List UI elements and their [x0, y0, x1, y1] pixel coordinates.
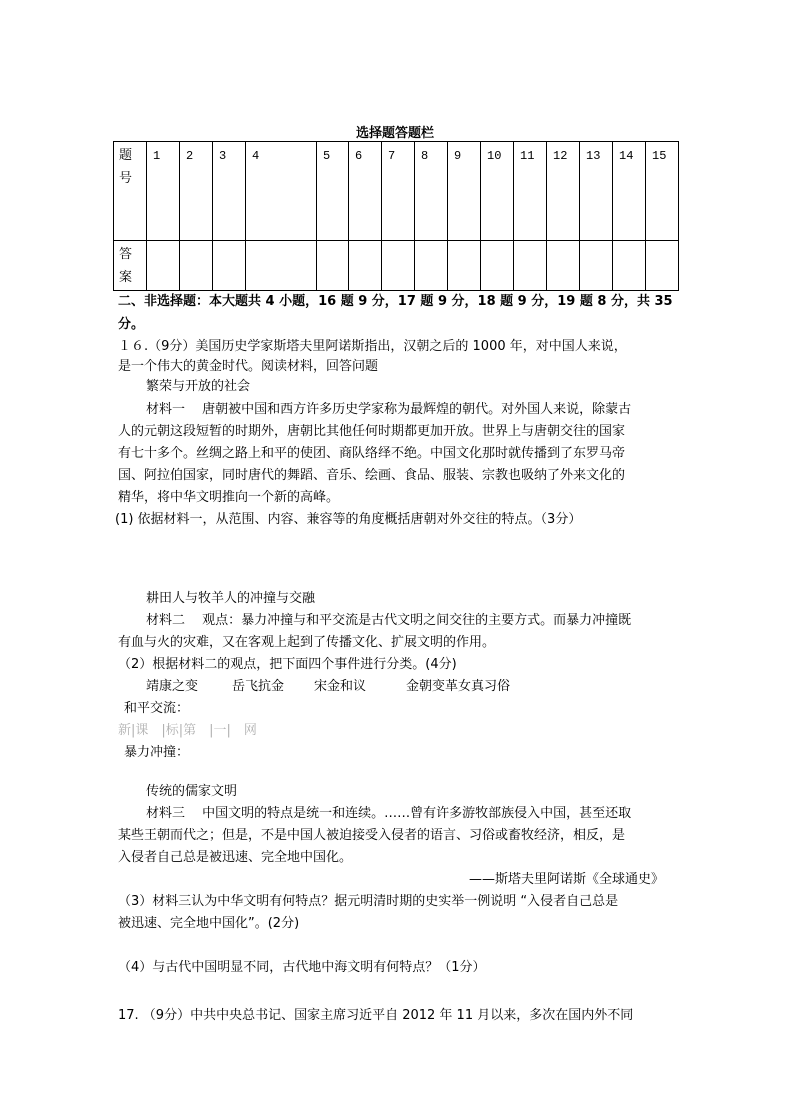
material2-line: 材料二 观点：暴力冲撞与和平交流是古代文明之间交往的主要方式。而暴力冲撞既	[146, 613, 632, 628]
answer-cell[interactable]	[147, 241, 180, 291]
question-number-cell: 10	[481, 142, 514, 241]
answer-cell[interactable]	[448, 241, 481, 291]
answer-cell[interactable]	[180, 241, 213, 291]
peace-exchange-label: 和平交流：	[124, 701, 190, 716]
answer-cell[interactable]	[382, 241, 415, 291]
answer-cell[interactable]	[514, 241, 547, 291]
answer-row	[114, 241, 679, 291]
answer-cell[interactable]	[349, 241, 382, 291]
question-row-label: 题 号	[114, 142, 147, 241]
question-number-cell: 3	[213, 142, 246, 241]
answer-table-title: 选择题答题栏	[355, 126, 434, 141]
material3-line: 某些王朝而代之；但是，不是中国人被迫接受入侵者的语言、习俗或畜牧经济，相反，是	[118, 828, 626, 843]
answer-cell[interactable]	[213, 241, 246, 291]
q16-intro: １６.（9分）美国历史学家斯塔夫里阿诺斯指出，汉朝之后的 1000 年，对中国人来说，	[118, 339, 627, 354]
q16-sub4: （4）与古代中国明显不同，古代地中海文明有何特点？（1分）	[118, 960, 486, 975]
event-songjin: 宋金和议	[314, 679, 367, 694]
question-number-cell: 2	[180, 142, 213, 241]
answer-cell[interactable]	[415, 241, 448, 291]
material2-line: 有血与火的灾难，又在客观上起到了传播文化、扩展文明的作用。	[118, 635, 496, 650]
question-number-cell: 5	[317, 142, 349, 241]
question-number-cell: 7	[382, 142, 415, 241]
material3-source: ——斯塔夫里阿诺斯《全球通史》	[468, 872, 664, 887]
material1-subtitle: 繁荣与开放的社会	[146, 379, 251, 394]
q16-sub2: （2）根据材料二的观点，把下面四个事件进行分类。(4分)	[118, 657, 457, 672]
answer-cell[interactable]	[246, 241, 317, 291]
material3-line: 材料三 中国文明的特点是统一和连续。……曾有许多游牧部族侵入中国，甚至还取	[146, 806, 632, 821]
question-number-cell: 13	[580, 142, 613, 241]
watermark-text: 新|课 |标|第 |一| 网	[118, 723, 257, 738]
question-number-cell: 4	[246, 142, 317, 241]
violent-clash-label: 暴力冲撞：	[124, 745, 190, 760]
section2-heading: 二、非选择题：本大题共 4 小题，16 题 9 分，17 题 9 分，18 题 9 分，19 题 8 分，共 35	[118, 294, 673, 309]
q16-sub3-cont: 被迅速、完全地中国化”。(2分)	[118, 916, 300, 931]
question-number-cell: 15	[646, 142, 679, 241]
question-number-cell: 6	[349, 142, 382, 241]
answer-cell[interactable]	[646, 241, 679, 291]
material3-line: 入侵者自己总是被迅速、完全地中国化。	[118, 850, 353, 865]
material1-line: 材料一 唐朝被中国和西方许多历史学家称为最辉煌的朝代。对外国人来说，除蒙古	[146, 402, 632, 417]
answer-cell[interactable]	[481, 241, 514, 291]
material2-subtitle: 耕田人与牧羊人的冲撞与交融	[146, 591, 316, 606]
question-number-cell: 12	[547, 142, 580, 241]
answer-cell[interactable]	[580, 241, 613, 291]
question-number-cell: 8	[415, 142, 448, 241]
question-number-cell: 9	[448, 142, 481, 241]
event-jingkang: 靖康之变	[146, 679, 199, 694]
section2-heading-cont: 分。	[118, 317, 145, 332]
event-yuefei: 岳飞抗金	[232, 679, 285, 694]
answer-table	[113, 141, 679, 291]
q16-intro-cont: 是一个伟大的黄金时代。阅读材料，回答问题	[118, 359, 379, 374]
material1-line: 国、阿拉伯国家，同时唐代的舞蹈、音乐、绘画、食品、服装、宗教也吸纳了外来文化的	[118, 468, 626, 483]
material3-subtitle: 传统的儒家文明	[146, 784, 238, 799]
material1-line: 有七十多个。丝绸之路上和平的使团、商队络绎不绝。中国文化那时就传播到了东罗马帝	[118, 446, 626, 461]
material1-line: 精华，将中华文明推向一个新的高峰。	[118, 490, 340, 505]
answer-row-label: 答 案	[114, 241, 147, 291]
question-number-row	[114, 142, 679, 241]
q16-sub1: (1) 依据材料一，从范围、内容、兼容等的角度概括唐朝对外交往的特点。（3分）	[115, 512, 582, 527]
question-number-cell: 14	[613, 142, 646, 241]
answer-cell[interactable]	[317, 241, 349, 291]
event-jinchao: 金朝变革女真习俗	[406, 679, 511, 694]
question-number-cell: 1	[147, 142, 180, 241]
answer-cell[interactable]	[547, 241, 580, 291]
q16-sub3: （3）材料三认为中华文明有何特点？据元明清时期的史实举一例说明 “入侵者自己总是	[118, 894, 619, 909]
answer-cell[interactable]	[613, 241, 646, 291]
question-number-cell: 11	[514, 142, 547, 241]
q17-intro: 17. （9分）中共中央总书记、国家主席习近平自 2012 年 11 月以来，多次在国内外不同	[118, 1008, 634, 1023]
material1-line: 人的元朝这段短暂的时期外，唐朝比其他任何时期都更加开放。世界上与唐朝交往的国家	[118, 424, 626, 439]
